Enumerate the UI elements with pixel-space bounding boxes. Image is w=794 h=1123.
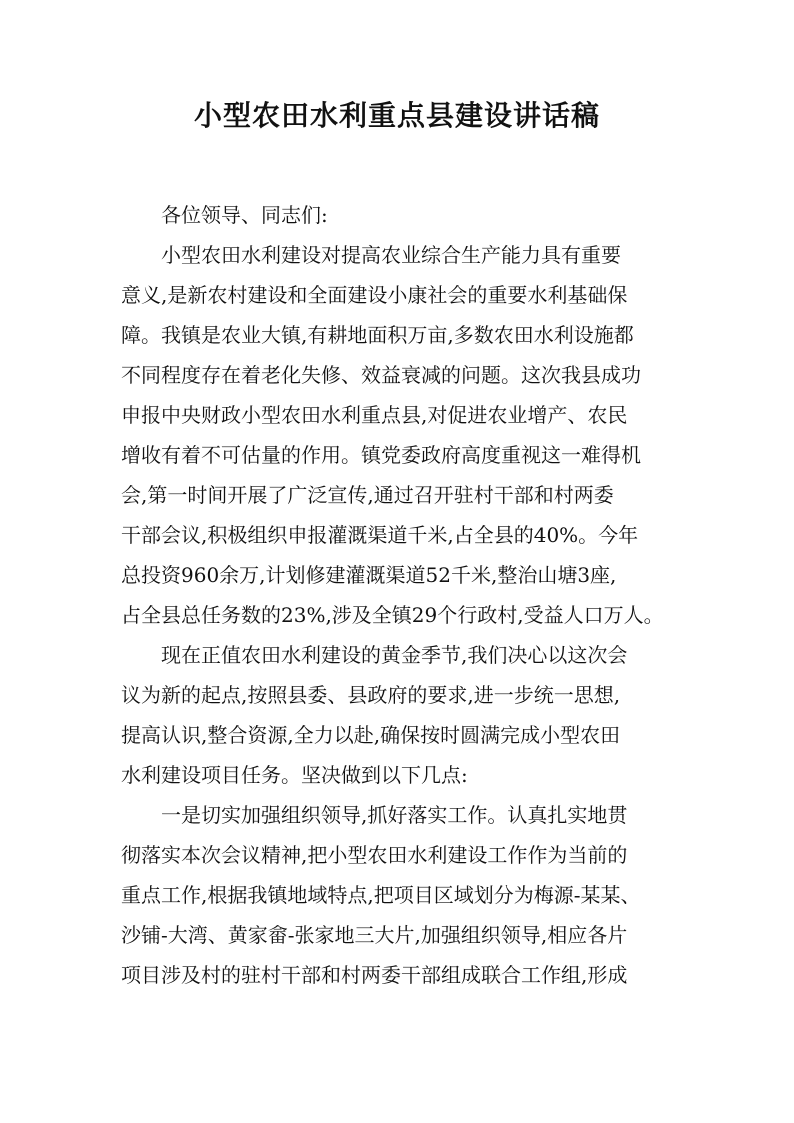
- paragraph-line: 沙铺-大湾、黄家畲-张家地三大片,加强组织领导,相应各片: [121, 923, 628, 947]
- paragraph-line: 水利建设项目任务。坚决做到以下几点:: [121, 763, 468, 787]
- paragraph-line: 意义,是新农村建设和全面建设小康社会的重要水利基础保: [121, 283, 628, 307]
- paragraph-3: [121, 795, 681, 995]
- paragraph-line: 障。我镇是农业大镇,有耕地面积万亩,多数农田水利设施都: [121, 323, 634, 347]
- paragraph-line: 现在正值农田水利建设的黄金季节,我们决心以这次会: [161, 643, 628, 667]
- paragraph-line: 总投资960余万,计划修建灌溉渠道52千米,整治山塘3座,: [121, 563, 617, 587]
- paragraph-line: 干部会议,积极组织申报灌溉渠道千米,占全县的40%。今年: [121, 523, 639, 547]
- paragraph-line: 重点工作,根据我镇地域特点,把项目区域划分为梅源-某某、: [121, 883, 641, 907]
- paragraph-line: 申报中央财政小型农田水利重点县,对促进农业增产、农民: [121, 403, 628, 427]
- document-title: 小型农田水利重点县建设讲话稿: [193, 99, 600, 132]
- paragraph-line: 提高认识,整合资源,全力以赴,确保按时圆满完成小型农田: [121, 723, 621, 747]
- paragraph-line: 议为新的起点,按照县委、县政府的要求,进一步统一思想,: [121, 683, 621, 707]
- paragraph-line: 占全县总任务数的23%,涉及全镇29个行政村,受益人口万人。: [121, 603, 664, 627]
- paragraph-line: 增收有着不可估量的作用。镇党委政府高度重视这一难得机: [121, 443, 641, 467]
- paragraph-line: 会,第一时间开展了广泛宣传,通过召开驻村干部和村两委: [121, 483, 614, 507]
- paragraph-line: 小型农田水利建设对提高农业综合生产能力具有重要: [161, 243, 621, 267]
- document-body: [121, 195, 681, 995]
- greeting-line: 各位领导、同志们:: [161, 203, 328, 227]
- paragraph-1: [121, 235, 681, 635]
- paragraph-line: 彻落实本次会议精神,把小型农田水利建设工作作为当前的: [121, 843, 628, 867]
- paragraph-line: 项目涉及村的驻村干部和村两委干部组成联合工作组,形成: [121, 963, 628, 987]
- paragraph-line: 不同程度存在着老化失修、效益衰减的问题。这次我县成功: [121, 363, 641, 387]
- paragraph-2: [121, 635, 681, 795]
- paragraph-line: 一是切实加强组织领导,抓好落实工作。认真扎实地贯: [161, 803, 628, 827]
